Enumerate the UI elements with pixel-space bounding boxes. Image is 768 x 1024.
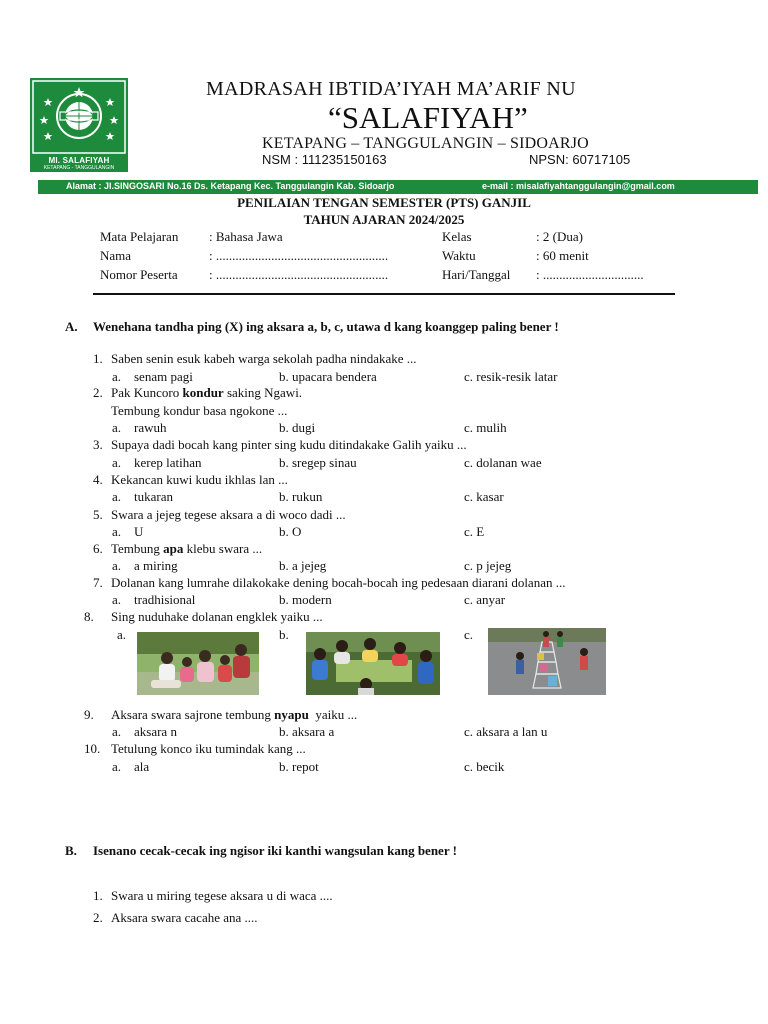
exam-year: TAHUN AJARAN 2024/2025 [303,212,465,227]
school-location: KETAPANG – TANGGULANGIN – SIDOARJO [262,135,589,152]
option-letter: a. [112,369,122,384]
option-letter: a. [112,592,122,607]
logo-name: MI. SALAFIYAH [48,156,110,165]
option-a[interactable]: tukaran [134,489,173,504]
question-text: Pak Kuncoro kondur saking Ngawi. [111,385,303,400]
info-value-date[interactable]: : ............................... [536,267,644,282]
question-number: 1. [93,888,103,903]
option-a[interactable]: a miring [134,558,178,573]
option-letter: a. [112,420,122,435]
option-a[interactable]: aksara n [134,724,177,739]
option-letter: a. [112,489,122,504]
option-b[interactable]: b. a jejeg [279,558,327,573]
exam-title: PENILAIAN TENGAN SEMESTER (PTS) GANJIL [237,195,531,210]
option-letter: a. [112,724,122,739]
section-b-letter: B. [65,843,77,858]
fill-in-question[interactable]: Swara u miring tegese aksara u di waca .... [111,888,333,903]
info-value-class: : 2 (Dua) [536,229,583,244]
email-text: e-mail : misalafiyahtanggulangin@gmail.com [482,181,675,191]
option-letter: a. [112,455,122,470]
option-b[interactable]: b. O [279,524,302,539]
question-number: 2. [93,910,103,925]
option-b[interactable]: b. [279,627,289,642]
question-text: Saben senin esuk kabeh warga sekolah padha nindakake ... [111,351,417,366]
fill-in-question[interactable]: Aksara swara cacahe ana .... [111,910,258,925]
question-number: 1. [93,351,103,366]
option-b[interactable]: b. aksara a [279,724,335,739]
question-text: Aksara swara sajrone tembung nyapu yaiku ... [111,707,358,722]
info-label-name: Nama [100,248,132,263]
info-label-class: Kelas [442,229,472,244]
option-b[interactable]: b. sregep sinau [279,455,357,470]
option-b[interactable]: b. upacara bendera [279,369,377,384]
question-number: 4. [93,472,103,487]
option-letter: a. [112,759,122,774]
question-number: 6. [93,541,103,556]
option-c[interactable]: c. [464,627,474,642]
photo-hopscotch[interactable] [488,628,606,695]
section-a-instruction: Wenehana tandha ping (X) ing aksara a, b, c, utawa d kang koanggep paling bener ! [93,319,559,334]
option-b[interactable]: b. rukun [279,489,323,504]
question-number: 8. [84,609,94,624]
question-number: 2. [93,385,103,400]
option-a[interactable]: rawuh [134,420,167,435]
logo-subtext: KETAPANG - TANGGULANGIN [43,165,115,171]
madrasah-name: MADRASAH IBTIDA’IYAH MA’ARIF NU [206,78,576,100]
address-bar [38,180,758,194]
info-value-subject: : Bahasa Jawa [209,229,283,244]
section-a-letter: A. [65,319,78,334]
option-b[interactable]: b. dugi [279,420,316,435]
info-label-date: Hari/Tanggal [442,267,511,282]
option-c[interactable]: c. mulih [464,420,507,435]
photo-children-crafting[interactable] [306,632,440,695]
option-a[interactable]: ala [134,759,150,774]
info-value-time: : 60 menit [536,248,589,263]
option-a[interactable]: tradhisional [134,592,196,607]
divider-line [93,293,675,295]
option-a[interactable]: a. [117,627,127,642]
info-value-name[interactable]: : ..................................................... [209,248,389,263]
question-text: Tetulung konco iku tumindak kang ... [111,741,306,756]
option-c[interactable]: c. becik [464,759,505,774]
question-number: 3. [93,437,103,452]
question-number: 7. [93,575,103,590]
option-a[interactable]: kerep latihan [134,455,202,470]
question-text-line2: Tembung kondur basa ngokone ... [111,403,288,418]
question-number: 10. [84,741,101,756]
info-label-number: Nomor Peserta [100,267,178,282]
info-label-time: Waktu [442,248,476,263]
option-b[interactable]: b. modern [279,592,332,607]
option-c[interactable]: c. resik-resik latar [464,369,558,384]
option-letter: a. [112,558,122,573]
nsm-number: NSM : 111235150163 [262,152,387,167]
option-letter: a. [112,524,122,539]
address-text: Alamat : Jl.SINGOSARI No.16 Ds. Ketapang Kec. Tanggulangin Kab. Sidoarjo [66,181,395,191]
option-a[interactable]: senam pagi [134,369,193,384]
section-b-instruction: Isenano cecak-cecak ing ngisor iki kanthi wangsulan kang bener ! [93,843,457,858]
question-number: 9. [84,707,94,722]
school-name: “SALAFIYAH” [328,100,528,135]
option-c[interactable]: c. E [464,524,485,539]
option-c[interactable]: c. aksara a lan u [464,724,548,739]
photo-children-playing[interactable] [137,632,259,695]
info-label-subject: Mata Pelajaran [100,229,179,244]
question-text: Tembung apa klebu swara ... [111,541,263,556]
option-c[interactable]: c. dolanan wae [464,455,542,470]
question-text: Kekancan kuwi kudu ikhlas lan ... [111,472,288,487]
option-b[interactable]: b. repot [279,759,319,774]
question-text: Dolanan kang lumrahe dilakokake dening bocah-bocah ing pedesaan diarani dolanan ... [111,575,566,590]
question-text: Sing nuduhake dolanan engklek yaiku ... [111,609,323,624]
info-value-number[interactable]: : ..................................................... [209,267,389,282]
question-text: Supaya dadi bocah kang pinter sing kudu ditindakake Galih yaiku ... [111,437,467,452]
question-number: 5. [93,507,103,522]
option-a[interactable]: U [134,524,144,539]
npsn-number: NPSN: 60717105 [529,152,631,167]
option-c[interactable]: c. kasar [464,489,504,504]
question-text: Swara a jejeg tegese aksara a di woco dadi ... [111,507,346,522]
school-logo [30,78,128,172]
option-c[interactable]: c. anyar [464,592,506,607]
option-c[interactable]: c. p jejeg [464,558,512,573]
